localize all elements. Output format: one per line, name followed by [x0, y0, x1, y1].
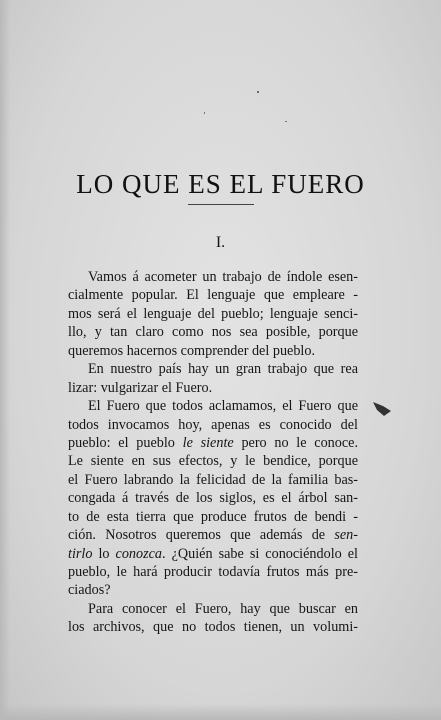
text-line: En nuestro país hay un gran trabajo que rea — [88, 361, 358, 378]
text-run: pero no le conoce. — [233, 434, 358, 451]
italic-run: le siente — [182, 434, 234, 451]
text-run: ción. Nosotros queremos que además de — [68, 527, 335, 544]
text-line — [68, 434, 358, 452]
text-line: congada á través de los siglos, es el árbol san- — [68, 490, 358, 507]
text-line: to de esta tierra que produce frutos de bendi - — [68, 508, 358, 525]
text-line: todos invocamos hoy, apenas es conocido del — [68, 416, 358, 433]
text-line: Vamos á acometer un trabajo de índole esen- — [88, 269, 358, 285]
text-run: . ¿Quién sabe si conociéndolo el — [162, 545, 358, 562]
title-rule — [188, 204, 254, 205]
body-text — [68, 268, 358, 637]
text-line: los archivos, que no todos tienen, un volumi- — [68, 619, 358, 636]
text-line — [68, 545, 358, 563]
page-binding-shadow — [0, 0, 10, 720]
text-line: Para conocer el Fuero, hay que buscar en — [88, 600, 358, 617]
chapter-title: LO QUE ES EL FUERO — [76, 169, 365, 199]
italic-run: sen- — [334, 527, 358, 544]
speck-mark — [257, 91, 259, 93]
text-line: queremos hacernos comprender del pueblo. — [68, 342, 316, 359]
text-line: pueblo, le hará producir todavía frutos más pre- — [68, 564, 358, 580]
text-line — [68, 526, 358, 544]
text-line: el Fuero labrando la felicidad de la familia bas- — [68, 471, 358, 488]
text-run: lo — [92, 545, 116, 562]
text-line: llo, y tan claro como nos sea posible, porque — [68, 324, 358, 341]
italic-run: conozca — [115, 545, 163, 562]
speck-mark — [204, 112, 205, 114]
text-line: mos será el lenguaje del pueblo; lenguaje senci- — [68, 305, 358, 322]
bottom-scan-edge — [0, 704, 441, 720]
text-line: ciados? — [68, 582, 111, 599]
page-tab-mark — [373, 402, 391, 416]
text-line: El Fuero que todos aclamamos, el Fuero que — [88, 398, 358, 415]
section-number: I. — [215, 234, 226, 251]
text-line: cialmente popular. El lenguaje que empleare - — [68, 287, 358, 304]
speck-mark — [285, 121, 287, 122]
text-run: pueblo: el pueblo — [68, 434, 183, 451]
italic-run: tirlo — [68, 545, 93, 562]
text-line: lizar: vulgarizar el Fuero. — [68, 379, 213, 396]
text-line: Le siente en sus efectos, y le bendice, porque — [68, 453, 358, 470]
